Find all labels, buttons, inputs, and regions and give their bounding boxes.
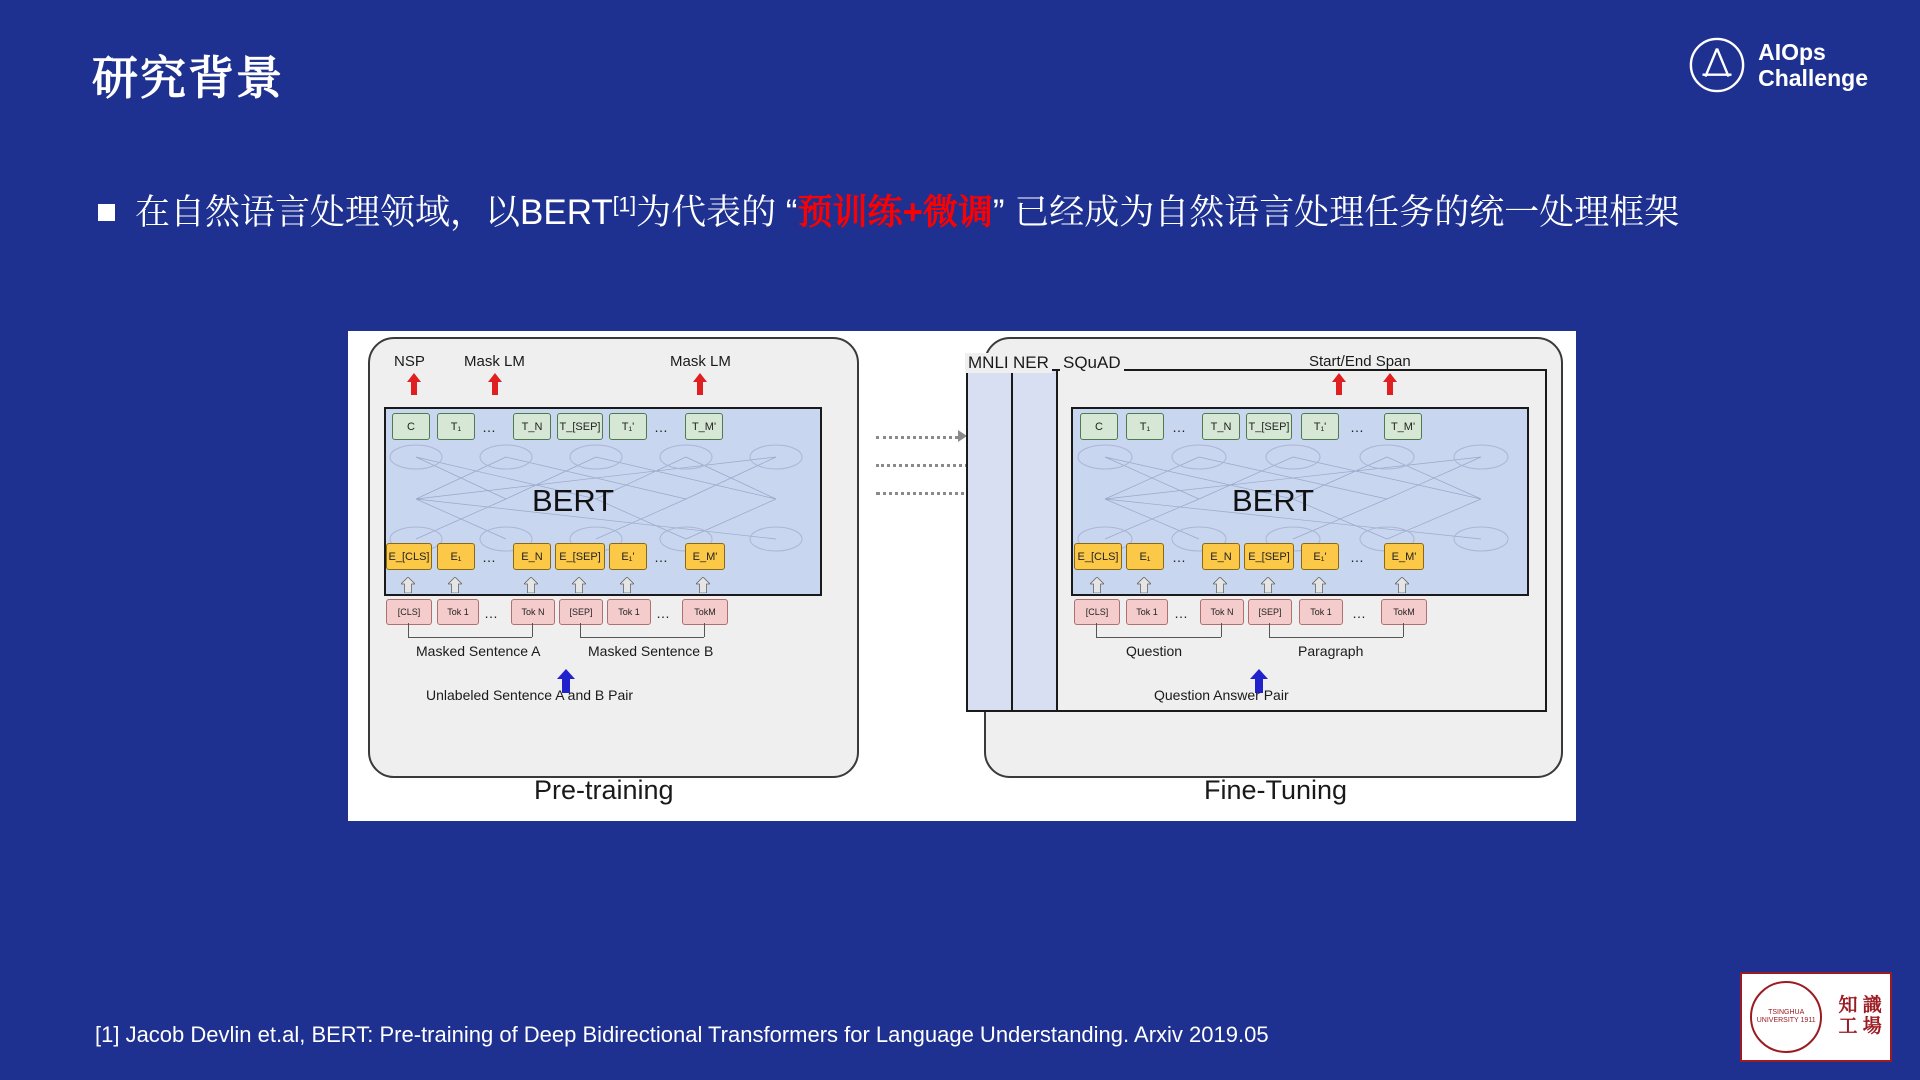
brace-line <box>408 637 532 638</box>
pretrain-input-token: Tok 1 <box>437 599 479 625</box>
task-label-ner: NER <box>1010 353 1052 373</box>
gray-arrow-icon <box>1395 577 1409 593</box>
finetune-input-token: Tok 1 <box>1299 599 1343 625</box>
gray-arrow-icon <box>448 577 462 593</box>
pretrain-input-token: Tok 1 <box>607 599 651 625</box>
pretrain-t-token: C <box>392 413 430 440</box>
finetune-t-token: T_[SEP] <box>1246 413 1292 440</box>
finetune-e-token: E_[CLS] <box>1074 543 1122 570</box>
bullet-superscript: [1] <box>612 193 637 217</box>
aiops-logo-icon <box>1688 36 1746 94</box>
finetune-e-token: E_[SEP] <box>1244 543 1294 570</box>
finetune-caption-paragraph: Paragraph <box>1298 643 1364 659</box>
logo-line-2: Challenge <box>1758 65 1868 91</box>
pretrain-head-masklm-2: Mask LM <box>670 353 731 370</box>
finetune-t-token: T_N <box>1202 413 1240 440</box>
gray-arrow-icon <box>1261 577 1275 593</box>
brace-line <box>580 623 581 637</box>
finetune-t-dots: … <box>1172 419 1186 435</box>
pretrain-input-token: [SEP] <box>559 599 603 625</box>
pretrain-t-token: T_N <box>513 413 551 440</box>
finetune-e-dots: … <box>1350 549 1364 565</box>
finetune-caption-question: Question <box>1126 643 1183 659</box>
page-title: 研究背景 <box>92 52 284 104</box>
finetune-e-token: E_N <box>1202 543 1240 570</box>
footer-logo-text-line-1: 知 識 <box>1838 995 1882 1017</box>
pretrain-e-token: E_[SEP] <box>555 543 605 570</box>
brace-line <box>532 623 533 637</box>
gray-arrow-icon <box>524 577 538 593</box>
finetune-t-token: C <box>1080 413 1118 440</box>
finetune-t-token: T₁ <box>1126 413 1164 440</box>
bullet-text <box>135 188 1679 239</box>
brace-line <box>1096 637 1221 638</box>
pretrain-e-token: E₁' <box>609 543 647 570</box>
finetune-input-token: Tok N <box>1200 599 1244 625</box>
finetune-e-token: E₁ <box>1126 543 1164 570</box>
university-logo <box>1740 972 1892 1062</box>
red-arrow-icon <box>488 373 502 395</box>
pretrain-input-token: Tok N <box>511 599 555 625</box>
gray-arrow-icon <box>1137 577 1151 593</box>
pretrain-bert-label: BERT <box>532 483 615 518</box>
pretrain-in-dots: … <box>484 605 498 621</box>
pretrain-t-token: T_M' <box>685 413 723 440</box>
finetune-e-token: E_M' <box>1384 543 1424 570</box>
footer-logo-text <box>1839 996 1882 1038</box>
finetune-head-span: Start/End Span <box>1309 353 1411 370</box>
finetune-input-token: [SEP] <box>1248 599 1292 625</box>
bullet-part-1: 在自然语言处理领域，以BERT <box>135 193 613 232</box>
stage-label-finetuning: Fine-Tuning <box>1204 775 1348 805</box>
brace-line <box>1096 623 1097 637</box>
red-arrow-icon <box>407 373 421 395</box>
pretrain-input-token: TokM <box>682 599 728 625</box>
finetune-input-token: [CLS] <box>1074 599 1120 625</box>
gray-arrow-icon <box>620 577 634 593</box>
finetune-bottom-caption: Question Answer Pair <box>1154 687 1289 703</box>
finetune-t-token: T_M' <box>1384 413 1422 440</box>
red-arrow-icon <box>1383 373 1397 395</box>
gray-arrow-icon <box>696 577 710 593</box>
gray-arrow-icon <box>1090 577 1104 593</box>
finetune-e-dots: … <box>1172 549 1186 565</box>
pretrain-t-token: T₁' <box>609 413 647 440</box>
brace-line <box>1221 623 1222 637</box>
task-label-squad: SQuAD <box>1060 353 1124 373</box>
gray-arrow-icon <box>572 577 586 593</box>
finetune-bert-label: BERT <box>1232 483 1315 518</box>
gray-arrow-icon <box>1312 577 1326 593</box>
pretrain-e-token: E_N <box>513 543 551 570</box>
brace-line <box>1269 637 1403 638</box>
stage-label-pretraining: Pre-training <box>534 775 674 805</box>
pretrain-e-dots: … <box>482 549 496 565</box>
bullet-marker-icon <box>98 204 115 221</box>
pretrain-in-dots: … <box>656 605 670 621</box>
pretrain-caption-sentence-a: Masked Sentence A <box>416 643 541 659</box>
pretrain-input-token: [CLS] <box>386 599 432 625</box>
footer-logo-text-line-2: 工 場 <box>1838 1016 1882 1037</box>
red-arrow-icon <box>1332 373 1346 395</box>
brace-line <box>704 623 705 637</box>
gray-arrow-icon <box>401 577 415 593</box>
brace-line <box>1403 623 1404 637</box>
gray-arrow-icon <box>1213 577 1227 593</box>
task-label-mnli: MNLI <box>965 353 1012 373</box>
finetune-t-token: T₁' <box>1301 413 1339 440</box>
bullet-part-2: 为代表的 “ <box>636 193 798 232</box>
bullet-part-3: ” 已经成为自然语言处理任务的统一处理框架 <box>992 193 1680 232</box>
red-arrow-icon <box>693 373 707 395</box>
finetune-t-dots: … <box>1350 419 1364 435</box>
brace-line <box>580 637 704 638</box>
connector-dotted-line <box>876 436 958 439</box>
pretrain-t-dots: … <box>654 419 668 435</box>
finetune-input-token: Tok 1 <box>1126 599 1168 625</box>
pretrain-t-token: T₁ <box>437 413 475 440</box>
university-seal-icon: TSINGHUA UNIVERSITY 1911 <box>1750 981 1822 1053</box>
pretrain-e-token: E_M' <box>685 543 725 570</box>
pretrain-t-token: T_[SEP] <box>557 413 603 440</box>
pretrain-head-nsp: NSP <box>394 353 425 370</box>
finetune-in-dots: … <box>1352 605 1366 621</box>
pretrain-e-dots: … <box>654 549 668 565</box>
reference-footnote: [1] Jacob Devlin et.al, BERT: Pre-training of Deep Bidirectional Transformers for Language Understanding. Arxiv 2019.05 <box>95 1022 1269 1047</box>
pretrain-caption-sentence-b: Masked Sentence B <box>588 643 714 659</box>
pretrain-head-masklm-1: Mask LM <box>464 353 525 370</box>
bullet-highlight: 预训练+微调 <box>797 193 993 232</box>
finetune-input-token: TokM <box>1381 599 1427 625</box>
finetune-e-token: E₁' <box>1301 543 1339 570</box>
pretrain-e-token: E₁ <box>437 543 475 570</box>
bullet-item <box>98 188 1858 239</box>
aiops-challenge-logo <box>1688 36 1868 94</box>
finetune-in-dots: … <box>1174 605 1188 621</box>
brace-line <box>1269 623 1270 637</box>
pretrain-bottom-caption: Unlabeled Sentence A and B Pair <box>426 687 634 703</box>
pretrain-e-token: E_[CLS] <box>386 543 432 570</box>
logo-line-1: AIOps <box>1758 38 1826 65</box>
brace-line <box>408 623 409 637</box>
bert-architecture-figure <box>348 331 1576 821</box>
pretrain-t-dots: … <box>482 419 496 435</box>
